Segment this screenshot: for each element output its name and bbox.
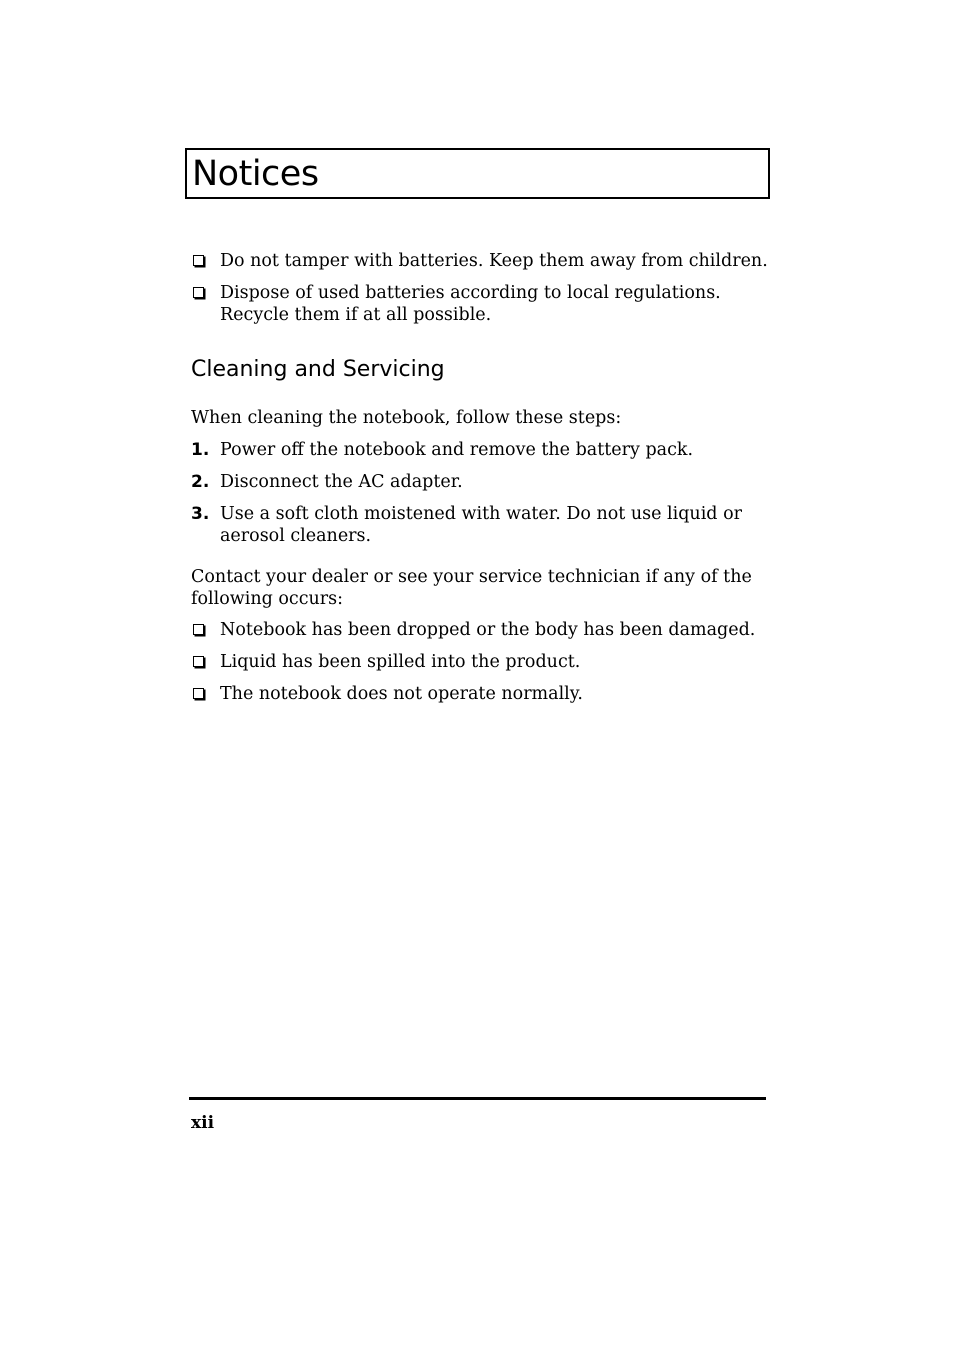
- chapter-title-box: [185, 148, 770, 199]
- step-text: Disconnect the AC adapter.: [220, 472, 463, 492]
- checkbox-icon: [193, 656, 204, 667]
- checkbox-icon: [193, 624, 204, 635]
- step-number: 3.: [191, 504, 210, 524]
- contact-text: Contact your dealer or see your service technician if any of the: [191, 567, 752, 587]
- step-text: Use a soft cloth moistened with water. Do not use liquid or: [220, 504, 742, 524]
- checkbox-icon: [193, 688, 204, 699]
- list-item-text: The notebook does not operate normally.: [220, 684, 583, 704]
- footer-divider: [189, 1097, 766, 1100]
- list-item-text: Liquid has been spilled into the product.: [220, 652, 581, 672]
- step-number: 2.: [191, 472, 210, 492]
- contact-text: following occurs:: [191, 589, 344, 609]
- checkbox-icon: [193, 287, 204, 298]
- step-number: 1.: [191, 440, 210, 460]
- list-item-text: Recycle them if at all possible.: [220, 305, 492, 325]
- list-item-text: Do not tamper with batteries. Keep them away from children.: [220, 251, 768, 271]
- page-number: xii: [191, 1113, 215, 1133]
- list-item-text: Notebook has been dropped or the body has been damaged.: [220, 620, 756, 640]
- cleaning-intro: When cleaning the notebook, follow these steps:: [191, 408, 622, 428]
- list-item-text: Dispose of used batteries according to local regulations.: [220, 283, 721, 303]
- checkbox-icon: [193, 255, 204, 266]
- step-text: Power off the notebook and remove the battery pack.: [220, 440, 694, 460]
- section-heading: Cleaning and Servicing: [191, 357, 445, 382]
- step-text: aerosol cleaners.: [220, 526, 372, 546]
- page-title: Notices: [192, 154, 319, 194]
